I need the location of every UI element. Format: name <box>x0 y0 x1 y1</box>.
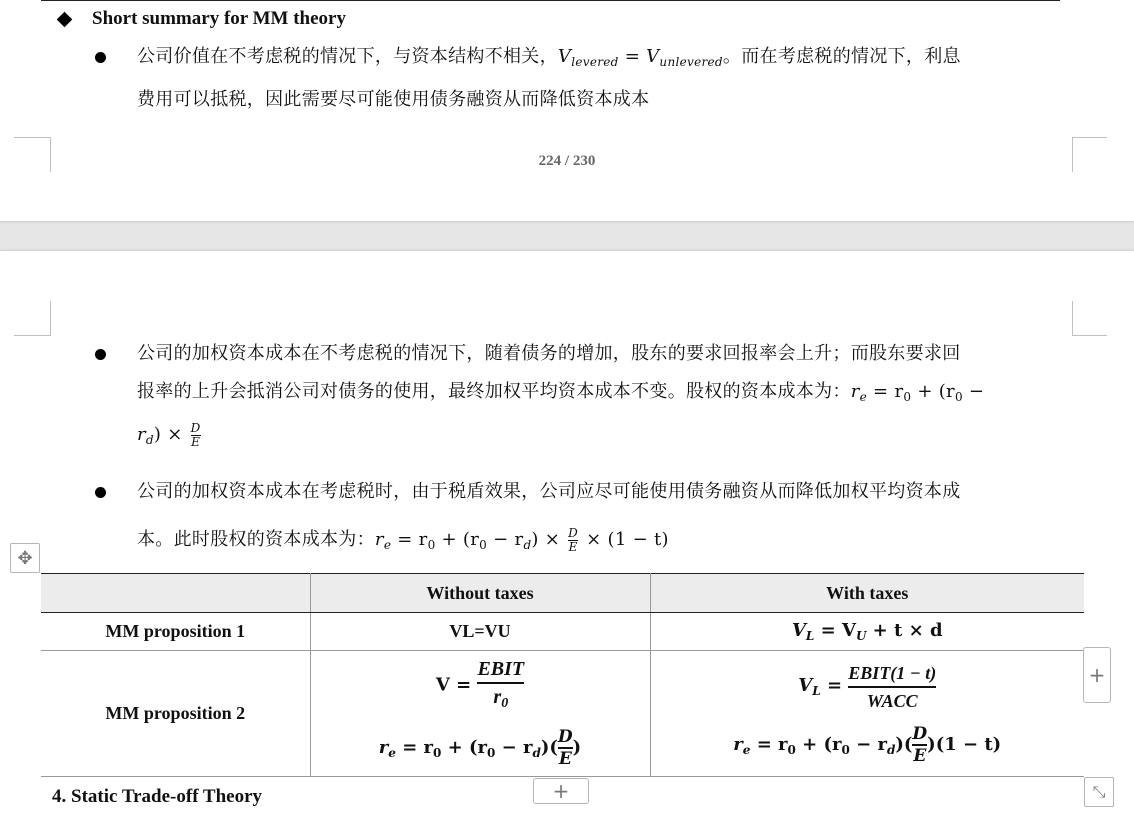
fraction-ebit-over-r0: $\frac{\text{EBIT}}{r_0}$ <box>477 658 525 711</box>
formula-re-with-tax: $r_e = r_0 + (r_0 - r_d)$ × $\frac{D}{E}$ × (1 − t) <box>374 525 669 554</box>
bullet-dot-icon <box>95 349 106 360</box>
fraction-ebit-over-wacc: $\frac{\text{EBIT(1 − t)}}{\text{WACC}}$ <box>848 662 937 711</box>
formula-v-levered: $V_{levered} = V_{unlevered}$ <box>557 46 723 69</box>
page-corner-mark <box>1072 301 1107 336</box>
bullet3-paragraph: 公司的加权资本成本在考虑税时，由于税盾效果，公司应尽可能使用债务融资从而降低加权平均资本成 本。此时股权的资本成本为：$r_e = r_0 + (r_0 - r_d)$ × $\frac{D}{E}$ × (1 − t) <box>137 481 961 554</box>
header-empty-cell[interactable] <box>41 574 310 613</box>
table-header-row <box>41 574 1084 613</box>
table-row <box>41 613 1084 651</box>
page-224 <box>0 0 1134 221</box>
bullet-dot-icon <box>95 52 106 63</box>
summary-heading-text: Short summary for MM theory <box>92 8 346 29</box>
table-resize-handle-icon[interactable]: ⤡ <box>1084 777 1114 807</box>
fraction-d-over-e: $\frac{D}{E}$ <box>190 420 201 449</box>
add-row-button[interactable]: + <box>533 778 589 804</box>
table-row <box>41 651 1084 777</box>
row-label-proposition-2[interactable]: MM proposition 2 <box>41 651 310 777</box>
bullet2-paragraph: 公司的加权资本成本在不考虑税的情况下，随着债务的增加，股东的要求回报率会上升；而股东要求回 报率的上升会抵消公司对债务的使用，最终加权平均资本成本不变。股权的资本成本为：$r_e = r_0 + (r_0$ − $r_d$) × $\frac{D}{E}$ <box>137 343 985 449</box>
bullet1-paragraph: 公司价值在不考虑税的情况下，与资本结构不相关，$V_{levered} = V_{unlevered}$。而在考虑税的情况下，利息 费用可以抵税，因此需要尽可能使用债务融资从而降低资本成本 <box>137 46 961 110</box>
cell-vl-equals-vu[interactable]: VL=VU <box>310 613 650 651</box>
cell-proposition-2-without-tax[interactable]: V = $\frac{\text{EBIT}}{r_0}$ $r_e = r_0 + (r_0 - r_d)$( $\frac{D}{E}$ ) <box>310 651 650 777</box>
section-title: 4. Static Trade-off Theory <box>52 786 263 807</box>
add-column-button[interactable]: + <box>1083 647 1111 703</box>
summary-heading <box>55 8 346 30</box>
page-corner-mark <box>14 301 51 336</box>
cell-proposition-2-with-tax[interactable]: $V_L$ = $\frac{\text{EBIT(1 − t)}}{\text{WACC}}$ $r_e = r_0 + (r_0 - r_d)$( $\frac{D}{E}$ )(1 − t) <box>650 651 1084 777</box>
formula-re-no-tax: $r_e = r_0 + (r_0$ − <box>850 381 985 404</box>
page-225 <box>0 251 1134 817</box>
cell-vl-with-tax[interactable]: $V_L = V_U + t \times d$ <box>650 613 1084 651</box>
header-without-taxes[interactable]: Without taxes <box>310 574 650 613</box>
page-number: 224 / 230 <box>538 153 596 169</box>
diamond-bullet-icon <box>57 11 73 27</box>
bullet-dot-icon <box>95 487 106 498</box>
header-with-taxes[interactable]: With taxes <box>650 574 1084 613</box>
mm-theory-table <box>41 573 1084 777</box>
table-move-handle-icon[interactable]: ✥ <box>10 543 40 573</box>
table-bottom-border <box>41 0 1060 1</box>
row-label-proposition-1[interactable]: MM proposition 1 <box>41 613 310 651</box>
